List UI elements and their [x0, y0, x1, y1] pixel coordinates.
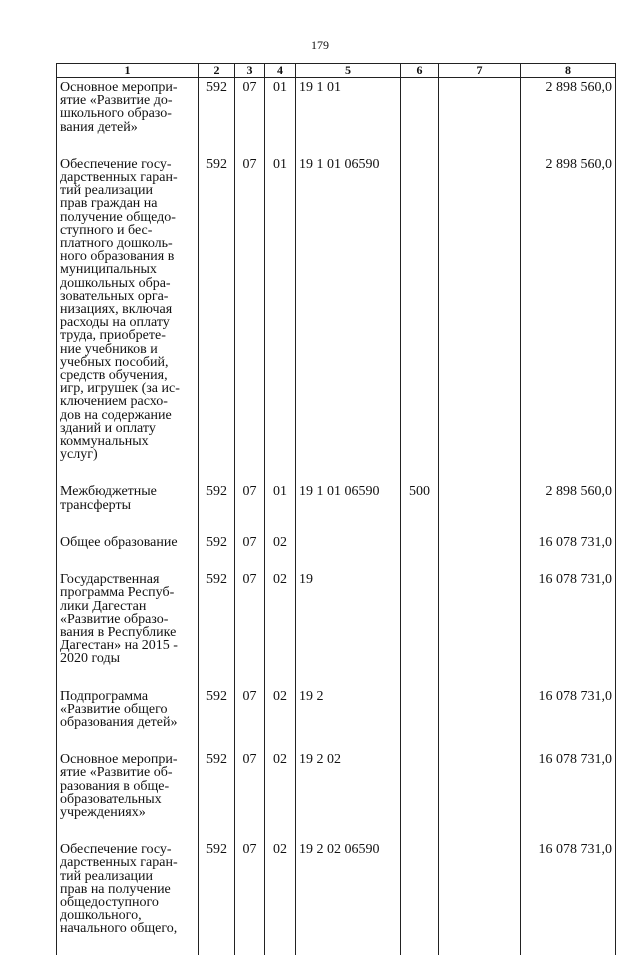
cell-subsection: 02	[265, 687, 296, 751]
page-number: 179	[311, 38, 329, 52]
header-row	[57, 64, 616, 78]
table-row	[57, 687, 616, 751]
column-header: 1	[57, 64, 199, 78]
cell-target-article: 19 1 01 06590	[296, 482, 401, 532]
cell-target-article: 19 1 01 06590	[296, 155, 401, 483]
cell-subsection: 02	[265, 570, 296, 686]
column-header: 8	[521, 64, 616, 78]
column-header: 5	[296, 64, 401, 78]
cell-expense-type	[401, 533, 439, 570]
cell-amount: 16 078 731,0	[521, 687, 616, 751]
column-header: 7	[439, 64, 521, 78]
cell-section: 07	[235, 155, 265, 483]
column-header: 2	[199, 64, 235, 78]
cell-subsection: 02	[265, 840, 296, 955]
cell-amount: 16 078 731,0	[521, 570, 616, 686]
row-name: Обеспечение госу- дарственных гаран- тий реализации прав на получение общедоступного дошкольного, начального общего,	[57, 840, 199, 955]
cell-ministry: 592	[199, 155, 235, 483]
cell-section: 07	[235, 750, 265, 840]
table-row	[57, 840, 616, 955]
cell-expense-type	[401, 570, 439, 686]
cell-expense-type	[401, 840, 439, 955]
cell-col7	[439, 78, 521, 155]
cell-ministry: 592	[199, 750, 235, 840]
cell-ministry: 592	[199, 570, 235, 686]
cell-col7	[439, 687, 521, 751]
table-row	[57, 570, 616, 686]
row-name: Государственная программа Респуб- лики Дагестан «Развитие образо- вания в Республике Дагестан» на 2015 - 2020 годы	[57, 570, 199, 686]
table-row	[57, 750, 616, 840]
row-name: Основное меропри- ятие «Развитие до- школьного образо- вания детей»	[57, 78, 199, 155]
row-name: Межбюджетные трансферты	[57, 482, 199, 532]
row-name: Обеспечение госу- дарственных гаран- тий реализации прав граждан на получение общедо- ступного и бес- платного дошколь- ного образования в муниципальных дошкольных обра- зовательных орга- низациях, включая расходы на оплату труда, приобрете- ние учебников и учебных пособий, средств обучения, игр, игрушек (за ис- ключением расхо- дов на содержание зданий и оплату коммунальных услуг)	[57, 155, 199, 483]
cell-ministry: 592	[199, 840, 235, 955]
cell-target-article: 19	[296, 570, 401, 686]
cell-section: 07	[235, 687, 265, 751]
cell-amount: 2 898 560,0	[521, 482, 616, 532]
cell-target-article: 19 2	[296, 687, 401, 751]
cell-target-article: 19 2 02 06590	[296, 840, 401, 955]
cell-section: 07	[235, 533, 265, 570]
cell-amount: 2 898 560,0	[521, 78, 616, 155]
cell-col7	[439, 750, 521, 840]
cell-subsection: 02	[265, 533, 296, 570]
cell-subsection: 01	[265, 78, 296, 155]
column-header: 6	[401, 64, 439, 78]
table-row	[57, 155, 616, 483]
cell-col7	[439, 482, 521, 532]
table-row	[57, 533, 616, 570]
cell-subsection: 01	[265, 155, 296, 483]
cell-target-article: 19 1 01	[296, 78, 401, 155]
cell-ministry: 592	[199, 533, 235, 570]
cell-expense-type	[401, 750, 439, 840]
cell-expense-type	[401, 687, 439, 751]
cell-amount: 16 078 731,0	[521, 750, 616, 840]
cell-col7	[439, 840, 521, 955]
cell-amount: 2 898 560,0	[521, 155, 616, 483]
row-name: Общее образование	[57, 533, 199, 570]
column-header: 3	[235, 64, 265, 78]
cell-col7	[439, 155, 521, 483]
cell-section: 07	[235, 570, 265, 686]
cell-target-article: 19 2 02	[296, 750, 401, 840]
cell-section: 07	[235, 482, 265, 532]
cell-subsection: 01	[265, 482, 296, 532]
cell-col7	[439, 533, 521, 570]
cell-target-article	[296, 533, 401, 570]
table-row	[57, 78, 616, 155]
table-row	[57, 482, 616, 532]
cell-ministry: 592	[199, 687, 235, 751]
cell-col7	[439, 570, 521, 686]
row-name: Подпрограмма «Развитие общего образования детей»	[57, 687, 199, 751]
cell-section: 07	[235, 78, 265, 155]
budget-table	[56, 63, 616, 955]
cell-expense-type	[401, 78, 439, 155]
cell-ministry: 592	[199, 482, 235, 532]
cell-amount: 16 078 731,0	[521, 533, 616, 570]
cell-section: 07	[235, 840, 265, 955]
cell-expense-type: 500	[401, 482, 439, 532]
cell-amount: 16 078 731,0	[521, 840, 616, 955]
cell-expense-type	[401, 155, 439, 483]
cell-ministry: 592	[199, 78, 235, 155]
row-name: Основное меропри- ятие «Развитие об- разования в обще- образовательных учреждениях»	[57, 750, 199, 840]
column-header: 4	[265, 64, 296, 78]
cell-subsection: 02	[265, 750, 296, 840]
